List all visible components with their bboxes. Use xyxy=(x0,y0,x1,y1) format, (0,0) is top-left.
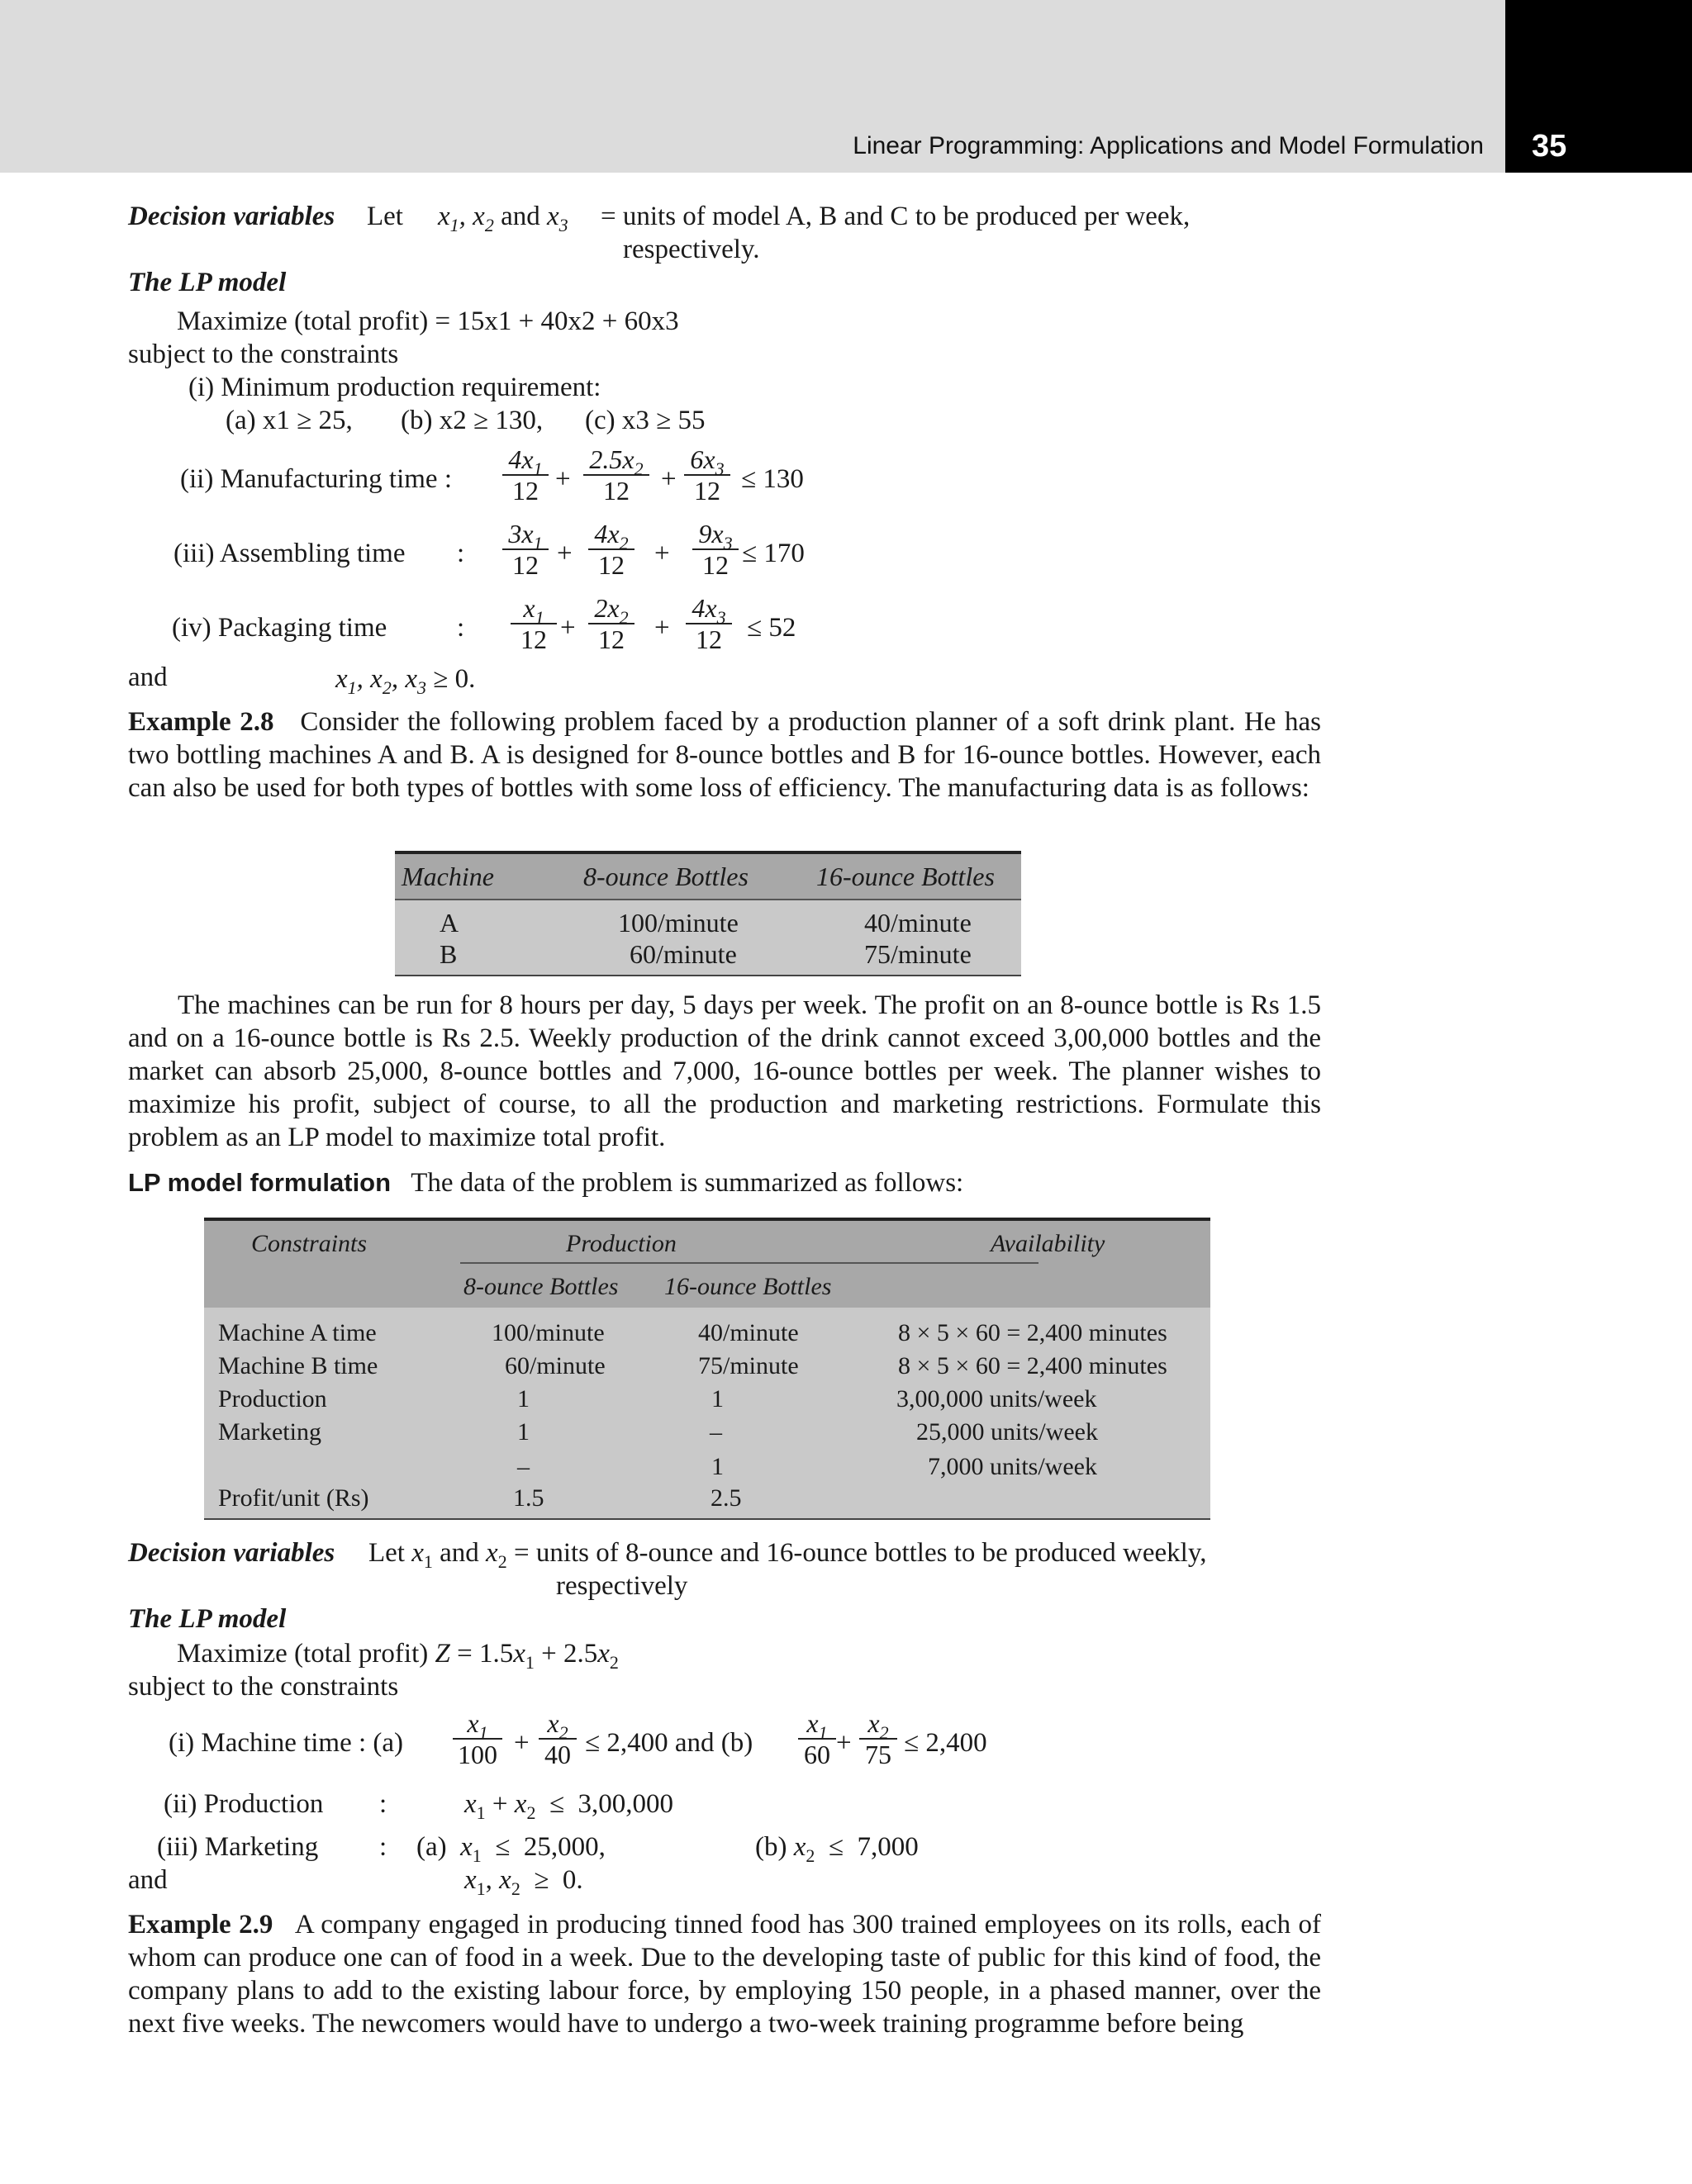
decision-variables-definition-cont: respectively. xyxy=(623,235,760,264)
table-header-16oz: 16-ounce Bottles xyxy=(816,862,995,891)
plus-sign: + xyxy=(654,539,670,568)
fraction-x2-over-75: $\frac{x_2}{75}$ xyxy=(859,1708,897,1769)
table-cell: 1 xyxy=(711,1385,724,1412)
table-cell: 1 xyxy=(517,1385,530,1412)
table-cell: Marketing xyxy=(218,1418,321,1446)
subject-to-text: subject to the constraints xyxy=(128,339,399,369)
fraction-x1-over-60: $\frac{x_1}{60}$ xyxy=(798,1708,836,1769)
constraint-marketing-label: (iii) Marketing xyxy=(157,1832,319,1862)
constraint-machine-end: ≤ 2,400 xyxy=(904,1728,987,1758)
constraint-3-colon: : xyxy=(457,539,465,568)
table-cell: 3,00,000 units/week xyxy=(896,1385,1097,1412)
objective-function: Maximize (total profit) = 15x1 + 40x2 + 60x3 xyxy=(177,306,679,336)
page-number: 35 xyxy=(1532,129,1567,164)
and-text: and xyxy=(128,662,168,692)
decision-variables-definition-2: Let $x_1$ and $x_2$ = units of 8-ounce and 16-ounce bottles to be produced weekly, xyxy=(368,1538,1207,1572)
plus-sign: + xyxy=(555,464,571,494)
running-title: Linear Programming: Applications and Model Formulation xyxy=(853,132,1484,159)
table-cell: 40/minute xyxy=(864,908,972,938)
table-cell: – xyxy=(517,1453,530,1480)
constraint-4-rhs: ≤ 52 xyxy=(747,613,796,643)
constraint-1-label: (i) Minimum production requirement: xyxy=(188,373,601,402)
constraint-2-label: (ii) Manufacturing time : xyxy=(180,464,452,494)
table-cell: 25,000 units/week xyxy=(916,1418,1098,1446)
lp-model-label: The LP model xyxy=(128,268,287,297)
decision-variables-let: Let xyxy=(367,202,403,231)
plus-sign: + xyxy=(560,613,576,643)
fraction-2.5x2-over-12: $\frac{2.5x_2}{12}$ xyxy=(583,444,649,506)
table-cell: Machine A time xyxy=(218,1319,377,1346)
constraint-2-rhs: ≤ 130 xyxy=(741,464,804,494)
decision-variables-definition-2-cont: respectively xyxy=(556,1571,688,1601)
and-text-2: and xyxy=(128,1865,168,1895)
decision-variables-label: Decision variables xyxy=(128,202,335,231)
table-header-constraints: Constraints xyxy=(251,1230,368,1257)
table-cell: 1.5 xyxy=(513,1484,544,1512)
constraint-1c: (c) x3 ≥ 55 xyxy=(585,406,706,435)
constraint-marketing-colon: : xyxy=(379,1832,387,1862)
table-cell: 75/minute xyxy=(864,939,972,969)
production-header-rule xyxy=(460,1262,1038,1264)
table-cell: B xyxy=(440,939,458,969)
table-cell: 100/minute xyxy=(492,1319,605,1346)
constraint-production-colon: : xyxy=(379,1789,387,1819)
fraction-4x3-over-12: $\frac{4x_3}{12}$ xyxy=(686,593,732,654)
constraint-1b: (b) x2 ≥ 130, xyxy=(401,406,544,435)
table-header-8oz: 8-ounce Bottles xyxy=(463,1273,619,1300)
decision-variables-label-2: Decision variables xyxy=(128,1538,335,1568)
plus-sign: + xyxy=(661,464,677,494)
example-2-9-label: Example 2.9 xyxy=(128,1910,273,1939)
table-header-machine: Machine xyxy=(402,862,494,891)
table-header-16oz: 16-ounce Bottles xyxy=(664,1273,832,1300)
constraint-4-colon: : xyxy=(457,613,465,643)
decision-variables-definition: = units of model A, B and C to be produced per week, xyxy=(601,202,1191,231)
lp-formulation-line xyxy=(128,1166,963,1199)
lp-model-label-2: The LP model xyxy=(128,1604,287,1634)
constraint-3-label: (iii) Assembling time xyxy=(173,539,406,568)
constraint-1a: (a) x1 ≥ 25, xyxy=(226,406,353,435)
table-cell: – xyxy=(710,1418,722,1446)
problem-description-paragraph: The machines can be run for 8 hours per day, 5 days per week. The profit on an 8-ounce bottle is Rs 1.5 and on a 16-ounce bottle is Rs 2.5. Weekly production of the drink cannot exceed 3,00,000 bottles and the market can absorb 25,000, 8-ounce bottles and 7,000, 16-ounce bottles per week. The planner wishes to maximize his profit, subject of course, to all the production and marketing restrictions. Formulate this problem as an LP model to maximize total profit. xyxy=(128,990,1321,1152)
example-2-8-paragraph xyxy=(128,705,1321,805)
plus-sign: + xyxy=(514,1728,530,1758)
example-2-9-paragraph xyxy=(128,1908,1321,2040)
table-cell: 60/minute xyxy=(505,1352,606,1379)
table-cell: A xyxy=(440,908,459,938)
table-cell: 8 × 5 × 60 = 2,400 minutes xyxy=(898,1319,1167,1346)
fraction-4x1-over-12: $\frac{4x_1}{12}$ xyxy=(502,444,549,506)
non-negativity-2: $x_1$, $x_2 \ge 0$. xyxy=(464,1865,583,1899)
table-cell: 8 × 5 × 60 = 2,400 minutes xyxy=(898,1352,1167,1379)
constraint-machine-mid: ≤ 2,400 and (b) xyxy=(585,1728,753,1758)
machine-data-table xyxy=(395,851,1021,976)
fraction-x2-over-40: $\frac{x_2}{40}$ xyxy=(539,1708,577,1769)
plus-sign: + xyxy=(654,613,670,643)
table-cell: 75/minute xyxy=(698,1352,799,1379)
constraint-machine-label: (i) Machine time : (a) xyxy=(169,1728,404,1758)
subject-to-text-2: subject to the constraints xyxy=(128,1672,399,1702)
fraction-4x2-over-12: $\frac{4x_2}{12}$ xyxy=(588,519,634,580)
non-negativity: $x_1$, $x_2$, $x_3 \ge 0$. xyxy=(335,664,476,698)
table-cell: 1 xyxy=(711,1453,724,1480)
constraint-4-label: (iv) Packaging time xyxy=(172,613,387,643)
table-cell: 2.5 xyxy=(711,1484,742,1512)
constraint-production-expr: $x_1 + x_2 \le 3,00,000$ xyxy=(464,1789,674,1823)
summary-data-table xyxy=(204,1218,1210,1520)
constraint-3-rhs: ≤ 170 xyxy=(742,539,805,568)
lp-formulation-label: LP model formulation xyxy=(128,1168,392,1197)
table-cell: 60/minute xyxy=(630,939,737,969)
table-cell: 1 xyxy=(517,1418,530,1446)
table-cell: 40/minute xyxy=(698,1319,799,1346)
fraction-3x1-over-12: $\frac{3x_1}{12}$ xyxy=(502,519,549,580)
table-cell: Profit/unit (Rs) xyxy=(218,1484,369,1512)
plus-sign: + xyxy=(557,539,573,568)
fraction-9x3-over-12: $\frac{9x_3}{12}$ xyxy=(692,519,739,580)
constraint-marketing-b: (b) $x_2 \le 7,000$ xyxy=(755,1832,919,1866)
fraction-2x2-over-12: $\frac{2x_2}{12}$ xyxy=(588,593,634,654)
fraction-x1-over-100: $\frac{x_1}{100}$ xyxy=(453,1708,502,1769)
example-2-9-text: A company engaged in producing tinned food has 300 trained employees on its rolls, each of whom can produce one can of food in a week. Due to the developing taste of public for this kind of food, the company plans to add to the existing labour force, by employing 150 people, in a phased manner, over the next five weeks. The newcomers would have to undergo a two-week training programme before being xyxy=(128,1910,1321,2039)
decision-variables-symbols: $x_1$, $x_2$ and $x_3$ xyxy=(438,202,568,235)
table-cell: Production xyxy=(218,1385,327,1412)
constraint-marketing-a: (a) $x_1 \le 25,000$, xyxy=(416,1832,606,1866)
table-header-availability: Availability xyxy=(991,1230,1105,1257)
plus-sign: + xyxy=(836,1728,852,1758)
table-header-production: Production xyxy=(566,1230,677,1257)
lp-formulation-text: The data of the problem is summarized as follows: xyxy=(411,1168,964,1198)
table-cell: 7,000 units/week xyxy=(928,1453,1097,1480)
table-cell: Machine B time xyxy=(218,1352,378,1379)
constraint-production-label: (ii) Production xyxy=(164,1789,324,1819)
fraction-x1-over-12: $\frac{x_1}{12}$ xyxy=(511,593,557,654)
fraction-6x3-over-12: $\frac{6x_3}{12}$ xyxy=(684,444,730,506)
example-2-8-text: Consider the following problem faced by a production planner of a soft drink plant. He has two bottling machines A and B. A is designed for 8-ounce bottles and B for 16-ounce bottles. However, each can also be used for both types of bottles with some loss of efficiency. The manufacturing data is as follows: xyxy=(128,707,1322,803)
objective-function-2: Maximize (total profit) $Z = 1.5x_1 + 2.5x_2$ xyxy=(177,1639,619,1673)
example-2-8-label: Example 2.8 xyxy=(128,707,274,737)
table-cell: 100/minute xyxy=(618,908,739,938)
table-header-8oz: 8-ounce Bottles xyxy=(583,862,749,891)
